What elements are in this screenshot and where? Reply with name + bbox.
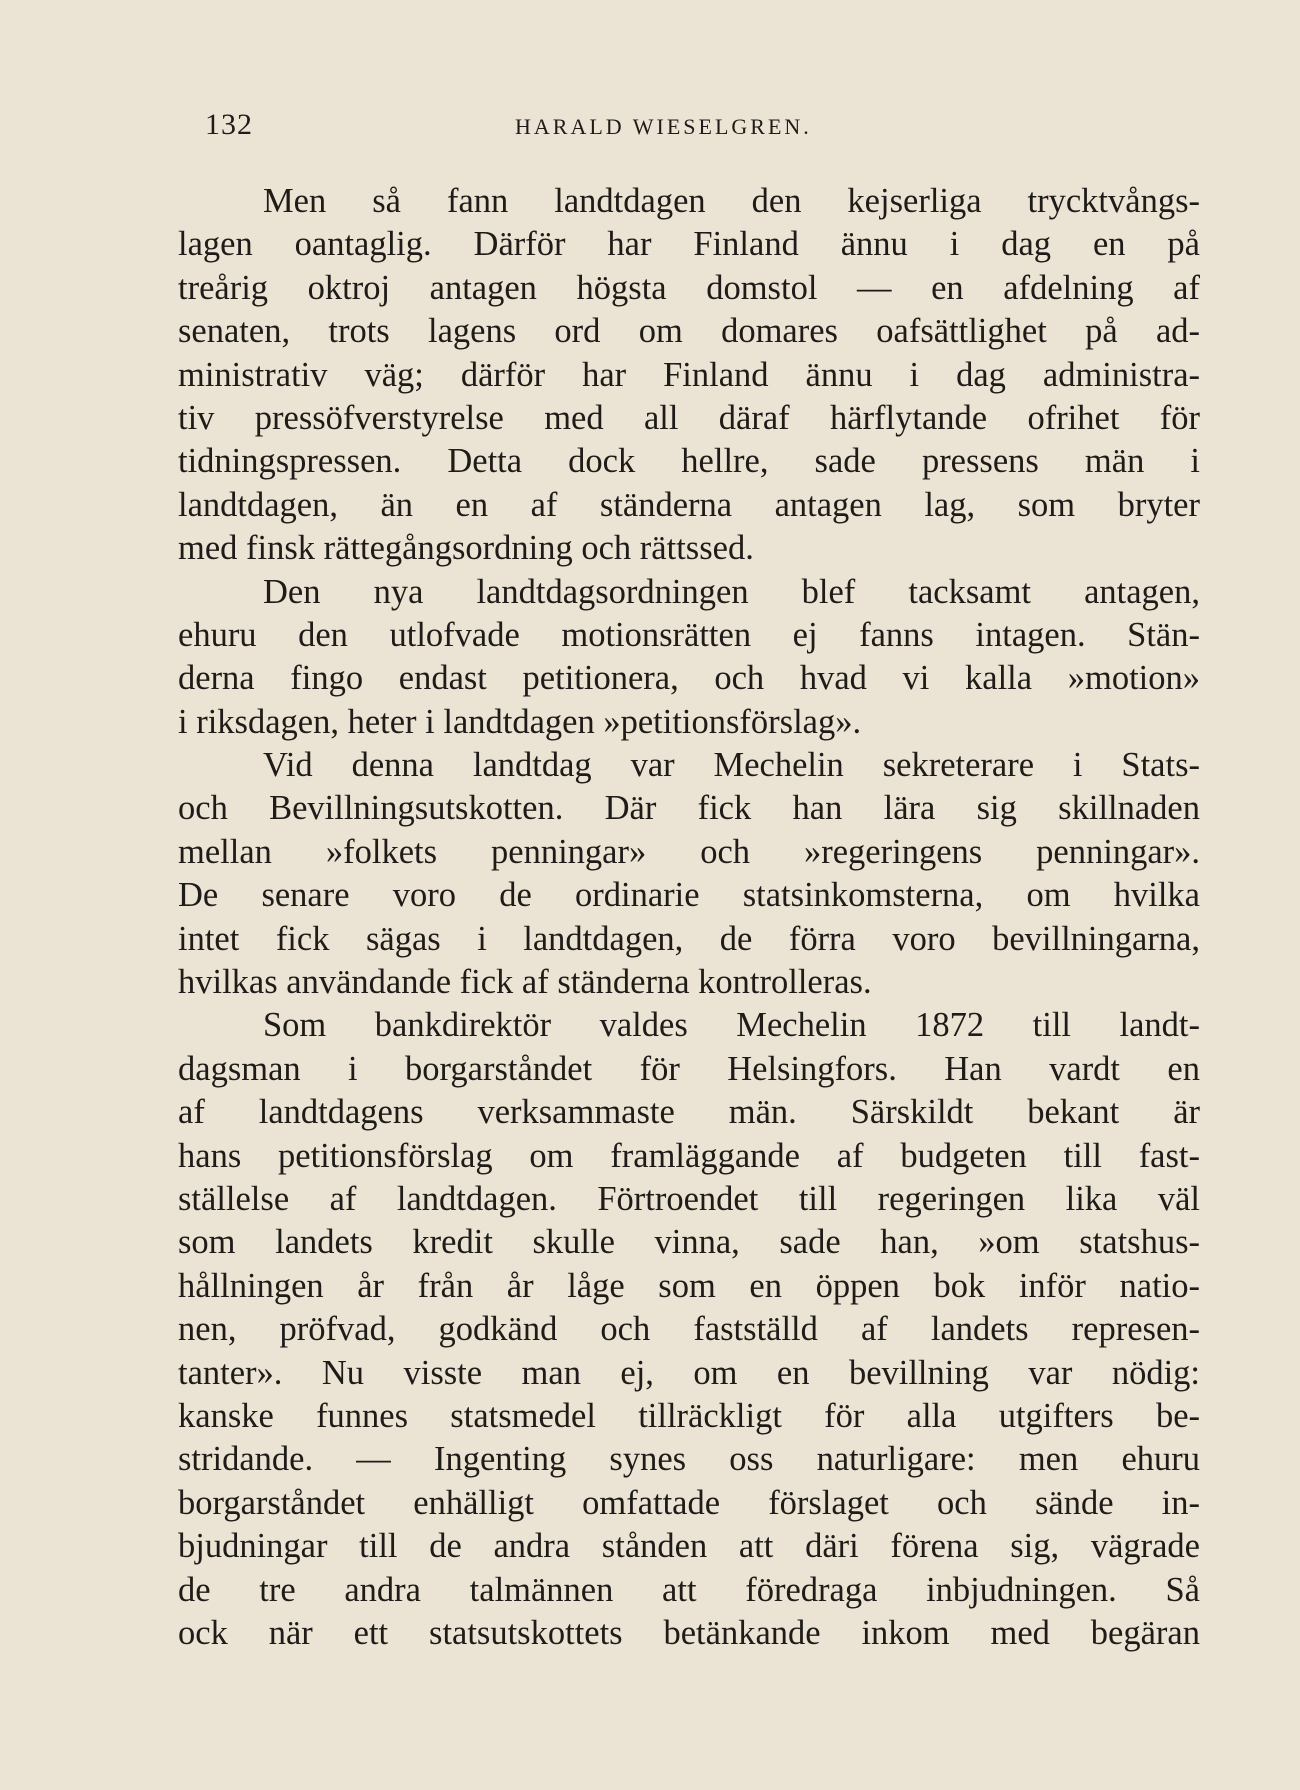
body-text xyxy=(178,180,1200,1655)
text-line: i riksdagen, heter i landtdagen »petitionsförslag». xyxy=(178,702,862,741)
text-line: dagsman i borgarståndet för Helsingfors. Han vardt en xyxy=(178,1049,1200,1088)
text-line: Vid denna landtdag var Mechelin sekreterare i Stats- xyxy=(263,746,1200,785)
text-line: borgarståndet enhälligt omfattade förslaget och sände in- xyxy=(178,1483,1200,1522)
text-line: de tre andra talmännen att föredraga inbjudningen. Så xyxy=(178,1570,1200,1609)
page-header xyxy=(205,108,1205,148)
text-line: ehuru den utlofvade motionsrätten ej fanns intagen. Stän- xyxy=(178,615,1200,654)
text-line: De senare voro de ordinarie statsinkomsterna, om hvilka xyxy=(178,876,1200,915)
page-number: 132 xyxy=(205,108,253,141)
text-line: lagen oantaglig. Därför har Finland ännu i dag en på xyxy=(178,225,1200,264)
text-line: senaten, trots lagens ord om domares oafsättlighet på ad- xyxy=(178,312,1200,351)
text-line: Den nya landtdagsordningen blef tacksamt antagen, xyxy=(263,572,1200,611)
text-line: mellan »folkets penningar» och »regeringens penningar». xyxy=(178,832,1200,871)
text-line: och Bevillningsutskotten. Där fick han lära sig skillnaden xyxy=(178,789,1200,828)
text-line: derna fingo endast petitionera, och hvad vi kalla »motion» xyxy=(178,659,1200,698)
text-line: tidningspressen. Detta dock hellre, sade pressens män i xyxy=(178,442,1200,481)
text-line: tiv pressöfverstyrelse med all däraf härflytande ofrihet för xyxy=(178,398,1200,437)
text-line: Men så fann landtdagen den kejserliga trycktvångs- xyxy=(263,182,1200,220)
running-head: HARALD WIESELGREN. xyxy=(515,114,812,139)
text-line: af landtdagens verksammaste män. Särskildt bekant är xyxy=(178,1093,1200,1132)
text-line: landtdagen, än en af ständerna antagen lag, som bryter xyxy=(178,485,1200,524)
text-line: Som bankdirektör valdes Mechelin 1872 till landt- xyxy=(263,1006,1200,1045)
text-line: hans petitionsförslag om framläggande af budgeten till fast- xyxy=(178,1136,1200,1175)
text-line: ministrativ väg; därför har Finland ännu i dag administra- xyxy=(178,355,1200,394)
text-line: hvilkas användande fick af ständerna kontrolleras. xyxy=(178,963,872,1002)
text-line: hållningen år från år låge som en öppen bok inför natio- xyxy=(178,1266,1200,1305)
text-line: tanter». Nu visste man ej, om en bevillning var nödig: xyxy=(178,1353,1200,1392)
text-line: intet fick sägas i landtdagen, de förra voro bevillningarna, xyxy=(178,919,1200,958)
text-line: ock när ett statsutskottets betänkande inkom med begäran xyxy=(178,1613,1200,1652)
text-line: treårig oktroj antagen högsta domstol — en afdelning af xyxy=(178,268,1200,307)
text-line: kanske funnes statsmedel tillräckligt för alla utgifters be- xyxy=(178,1396,1200,1435)
text-line: nen, pröfvad, godkänd och fastställd af landets represen- xyxy=(178,1310,1200,1349)
text-line: bjudningar till de andra stånden att däri förena sig, vägrade xyxy=(178,1527,1200,1566)
text-line: ställelse af landtdagen. Förtroendet till regeringen lika väl xyxy=(178,1179,1200,1218)
text-line: med finsk rättegångsordning och rättssed. xyxy=(178,529,754,568)
text-line: som landets kredit skulle vinna, sade han, »om statshus- xyxy=(178,1223,1200,1262)
text-line: stridande. — Ingenting synes oss naturligare: men ehuru xyxy=(178,1440,1200,1479)
